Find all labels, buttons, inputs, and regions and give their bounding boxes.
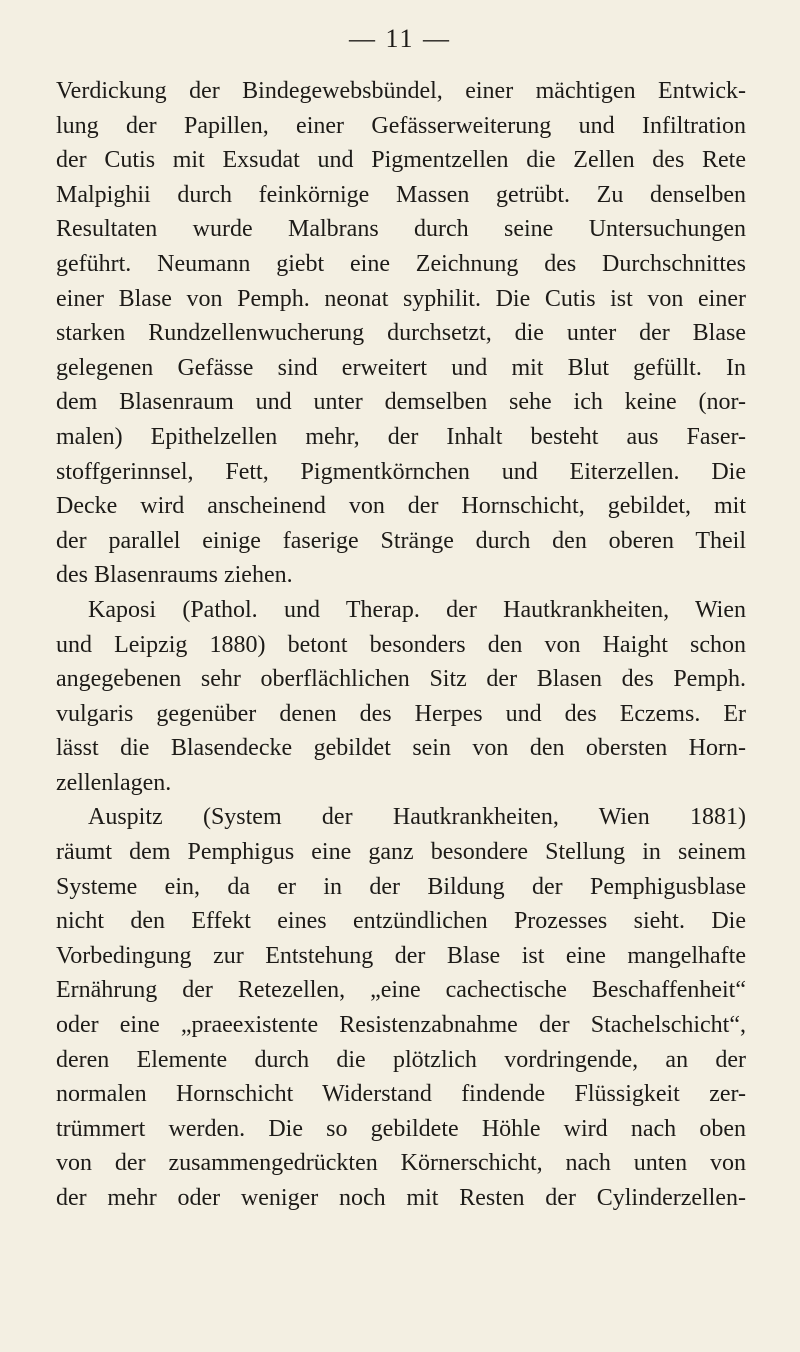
- text-line: Kaposi (Pathol. und Therap. der Hautkrankheiten, Wien: [88, 596, 746, 623]
- text-line: der mehr oder weniger noch mit Resten der Cylinderzellen-: [56, 1185, 746, 1211]
- text-line: stoffgerinnsel, Fett, Pigmentkörnchen und Eiterzellen. Die: [56, 458, 746, 485]
- text-line: der parallel einige faserige Stränge durch den oberen Theil: [56, 527, 746, 554]
- text-line: Decke wird anscheinend von der Hornschicht, gebildet, mit: [56, 493, 746, 520]
- text-line: malen) Epithelzellen mehr, der Inhalt besteht aus Faser-: [56, 423, 746, 450]
- text-line: trümmert werden. Die so gebildete Höhle wird nach oben: [56, 1115, 746, 1142]
- text-line: dem Blasenraum und unter demselben sehe ich keine (nor-: [56, 389, 746, 416]
- text-line: des Blasenraums ziehen.: [56, 562, 293, 589]
- text-line: lung der Papillen, einer Gefässerweiterung und Infiltration: [56, 112, 746, 139]
- text-line: geführt. Neumann giebt eine Zeichnung des Durchschnittes: [56, 250, 746, 277]
- text-line: von der zusammengedrückten Körnerschicht, nach unten von: [56, 1150, 746, 1177]
- text-line: Resultaten wurde Malbrans durch seine Untersuchungen: [56, 216, 746, 243]
- text-line: Malpighii durch feinkörnige Massen getrübt. Zu denselben: [56, 181, 746, 208]
- text-line: normalen Hornschicht Widerstand findende Flüssigkeit zer-: [56, 1081, 746, 1108]
- text-line: Auspitz (System der Hautkrankheiten, Wien 1881): [88, 804, 746, 831]
- text-line: räumt dem Pemphigus eine ganz besondere Stellung in seinem: [56, 839, 746, 866]
- text-line: Ernährung der Retezellen, „eine cachectische Beschaffenheit“: [56, 977, 746, 1004]
- text-line: Systeme ein, da er in der Bildung der Pemphigusblase: [56, 873, 746, 900]
- text-line: der Cutis mit Exsudat und Pigmentzellen die Zellen des Rete: [56, 147, 746, 174]
- text-line: gelegenen Gefässe sind erweitert und mit Blut gefüllt. In: [56, 354, 746, 381]
- text-line: lässt die Blasendecke gebildet sein von den obersten Horn-: [56, 735, 746, 762]
- text-line: deren Elemente durch die plötzlich vordringende, an der: [56, 1046, 746, 1073]
- text-line: zellenlagen.: [56, 769, 172, 796]
- text-line: Verdickung der Bindegewebsbündel, einer mächtigen Entwick-: [56, 78, 746, 104]
- text-line: oder eine „praeexistente Resistenzabnahme der Stachelschicht“,: [56, 1012, 746, 1039]
- text-line: Vorbedingung zur Entstehung der Blase ist eine mangelhafte: [56, 942, 746, 969]
- page-number: — 11 —: [348, 24, 452, 53]
- text-line: angegebenen sehr oberflächlichen Sitz der Blasen des Pemph.: [56, 666, 746, 693]
- text-line: vulgaris gegenüber denen des Herpes und des Eczems. Er: [56, 700, 746, 727]
- text-line: nicht den Effekt eines entzündlichen Prozesses sieht. Die: [56, 908, 746, 935]
- text-line: einer Blase von Pemph. neonat syphilit. Die Cutis ist von einer: [56, 285, 746, 312]
- body-text: [56, 74, 746, 1216]
- text-line: und Leipzig 1880) betont besonders den von Haight schon: [56, 631, 746, 658]
- text-line: starken Rundzellenwucherung durchsetzt, die unter der Blase: [56, 320, 746, 347]
